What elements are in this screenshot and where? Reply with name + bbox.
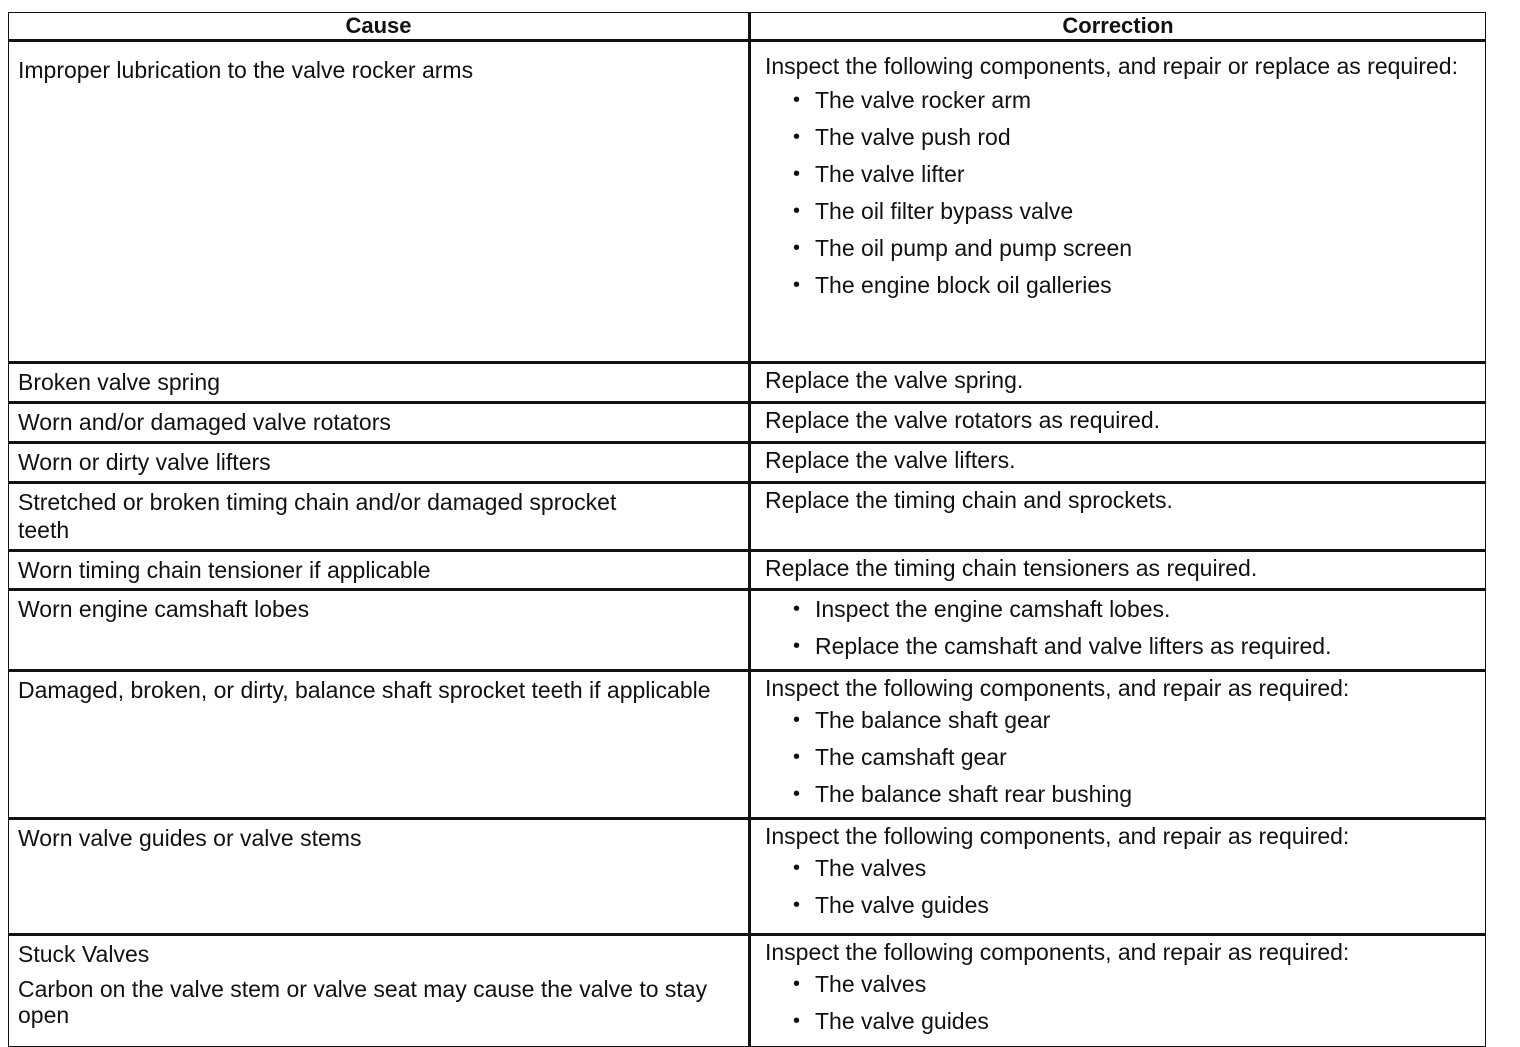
bullet-icon: • xyxy=(793,894,801,916)
bullet-text: The camshaft gear xyxy=(815,744,1007,770)
bullet-list xyxy=(765,82,1465,304)
cause-cell xyxy=(9,443,750,483)
list-item xyxy=(793,628,1465,665)
bullet-list xyxy=(765,850,1465,924)
header-row xyxy=(9,13,1486,41)
bullet-icon: • xyxy=(793,857,801,879)
correction-cell xyxy=(750,590,1486,671)
cause-cell xyxy=(9,819,750,935)
bullet-icon: • xyxy=(793,1010,801,1032)
cause-text: Stuck Valves xyxy=(18,941,150,967)
cause-cell xyxy=(9,403,750,443)
list-item xyxy=(793,267,1465,304)
correction-intro: Inspect the following components, and repair as required: xyxy=(765,939,1350,965)
correction-header: Correction xyxy=(750,13,1486,41)
bullet-icon: • xyxy=(793,709,801,731)
bullet-text: The valve lifter xyxy=(815,161,965,187)
list-item xyxy=(793,230,1465,267)
bullet-text: The valve guides xyxy=(815,892,989,918)
table-row xyxy=(9,363,1486,403)
bullet-text: The valve guides xyxy=(815,1008,989,1034)
bullet-text: Inspect the engine camshaft lobes. xyxy=(815,596,1171,622)
cause-text: Worn or dirty valve lifters xyxy=(18,449,271,475)
bullet-icon: • xyxy=(793,274,801,296)
list-item xyxy=(793,1003,1465,1040)
correction-cell xyxy=(750,41,1486,363)
correction-cell xyxy=(750,363,1486,403)
bullet-icon: • xyxy=(793,783,801,805)
table-row xyxy=(9,551,1486,590)
bullet-list xyxy=(765,966,1465,1040)
correction-text: Replace the valve spring. xyxy=(765,367,1024,393)
bullet-icon: • xyxy=(793,200,801,222)
bullet-icon: • xyxy=(793,126,801,148)
correction-intro: Inspect the following components, and repair as required: xyxy=(765,675,1350,701)
cause-note: Carbon on the valve stem or valve seat may cause the valve to stay open xyxy=(18,976,708,1028)
bullet-icon: • xyxy=(793,746,801,768)
table-row xyxy=(9,590,1486,671)
list-item xyxy=(793,776,1465,813)
list-item xyxy=(793,82,1465,119)
cause-text: Damaged, broken, or dirty, balance shaft sprocket teeth if applicable xyxy=(18,677,711,703)
correction-text: Replace the timing chain tensioners as required. xyxy=(765,555,1258,581)
cause-text: Stretched or broken timing chain and/or damaged sprocket teeth xyxy=(18,489,617,543)
correction-cell xyxy=(750,935,1486,1047)
cause-cell xyxy=(9,363,750,403)
list-item xyxy=(793,119,1465,156)
cause-text: Worn valve guides or valve stems xyxy=(18,825,362,851)
correction-text: Replace the valve lifters. xyxy=(765,447,1016,473)
correction-cell xyxy=(750,443,1486,483)
cause-text: Worn timing chain tensioner if applicable xyxy=(18,557,431,583)
cause-cell xyxy=(9,483,750,551)
correction-intro: Inspect the following components, and repair as required: xyxy=(765,823,1350,849)
bullet-icon: • xyxy=(793,635,801,657)
bullet-text: The oil pump and pump screen xyxy=(815,235,1133,261)
correction-cell xyxy=(750,403,1486,443)
correction-cell xyxy=(750,671,1486,819)
diagnostic-table xyxy=(8,12,1486,1047)
cause-text: Improper lubrication to the valve rocker arms xyxy=(18,57,474,83)
cause-cell xyxy=(9,671,750,819)
bullet-text: The valve rocker arm xyxy=(815,87,1032,113)
bullet-text: The valve push rod xyxy=(815,124,1011,150)
bullet-text: The valves xyxy=(815,971,927,997)
table-row xyxy=(9,41,1486,363)
bullet-list xyxy=(765,702,1465,813)
bullet-icon: • xyxy=(793,973,801,995)
bullet-text: The valves xyxy=(815,855,927,881)
table-row xyxy=(9,403,1486,443)
bullet-text: Replace the camshaft and valve lifters as required. xyxy=(815,633,1332,659)
cause-header: Cause xyxy=(9,13,750,41)
list-item xyxy=(793,156,1465,193)
correction-cell xyxy=(750,551,1486,590)
bullet-text: The engine block oil galleries xyxy=(815,272,1112,298)
correction-intro: Inspect the following components, and repair or replace as required: xyxy=(765,53,1458,79)
correction-text: Replace the timing chain and sprockets. xyxy=(765,487,1173,513)
bullet-icon: • xyxy=(793,237,801,259)
list-item xyxy=(793,966,1465,1003)
bullet-icon: • xyxy=(793,163,801,185)
table-row xyxy=(9,483,1486,551)
bullet-text: The balance shaft gear xyxy=(815,707,1051,733)
cause-text: Worn and/or damaged valve rotators xyxy=(18,409,391,435)
table-row xyxy=(9,443,1486,483)
cause-cell xyxy=(9,590,750,671)
cause-text: Worn engine camshaft lobes xyxy=(18,596,310,622)
correction-cell xyxy=(750,819,1486,935)
list-item xyxy=(793,193,1465,230)
list-item xyxy=(793,591,1465,628)
bullet-text: The oil filter bypass valve xyxy=(815,198,1074,224)
bullet-icon: • xyxy=(793,598,801,620)
cause-cell xyxy=(9,935,750,1047)
list-item xyxy=(793,887,1465,924)
correction-cell xyxy=(750,483,1486,551)
list-item xyxy=(793,850,1465,887)
cause-cell xyxy=(9,41,750,363)
list-item xyxy=(793,702,1465,739)
correction-text: Replace the valve rotators as required. xyxy=(765,407,1161,433)
cause-text: Broken valve spring xyxy=(18,369,220,395)
cause-cell xyxy=(9,551,750,590)
table-row xyxy=(9,671,1486,819)
bullet-text: The balance shaft rear bushing xyxy=(815,781,1133,807)
bullet-list xyxy=(765,591,1465,665)
bullet-icon: • xyxy=(793,89,801,111)
table-row xyxy=(9,935,1486,1047)
list-item xyxy=(793,739,1465,776)
table-row xyxy=(9,819,1486,935)
